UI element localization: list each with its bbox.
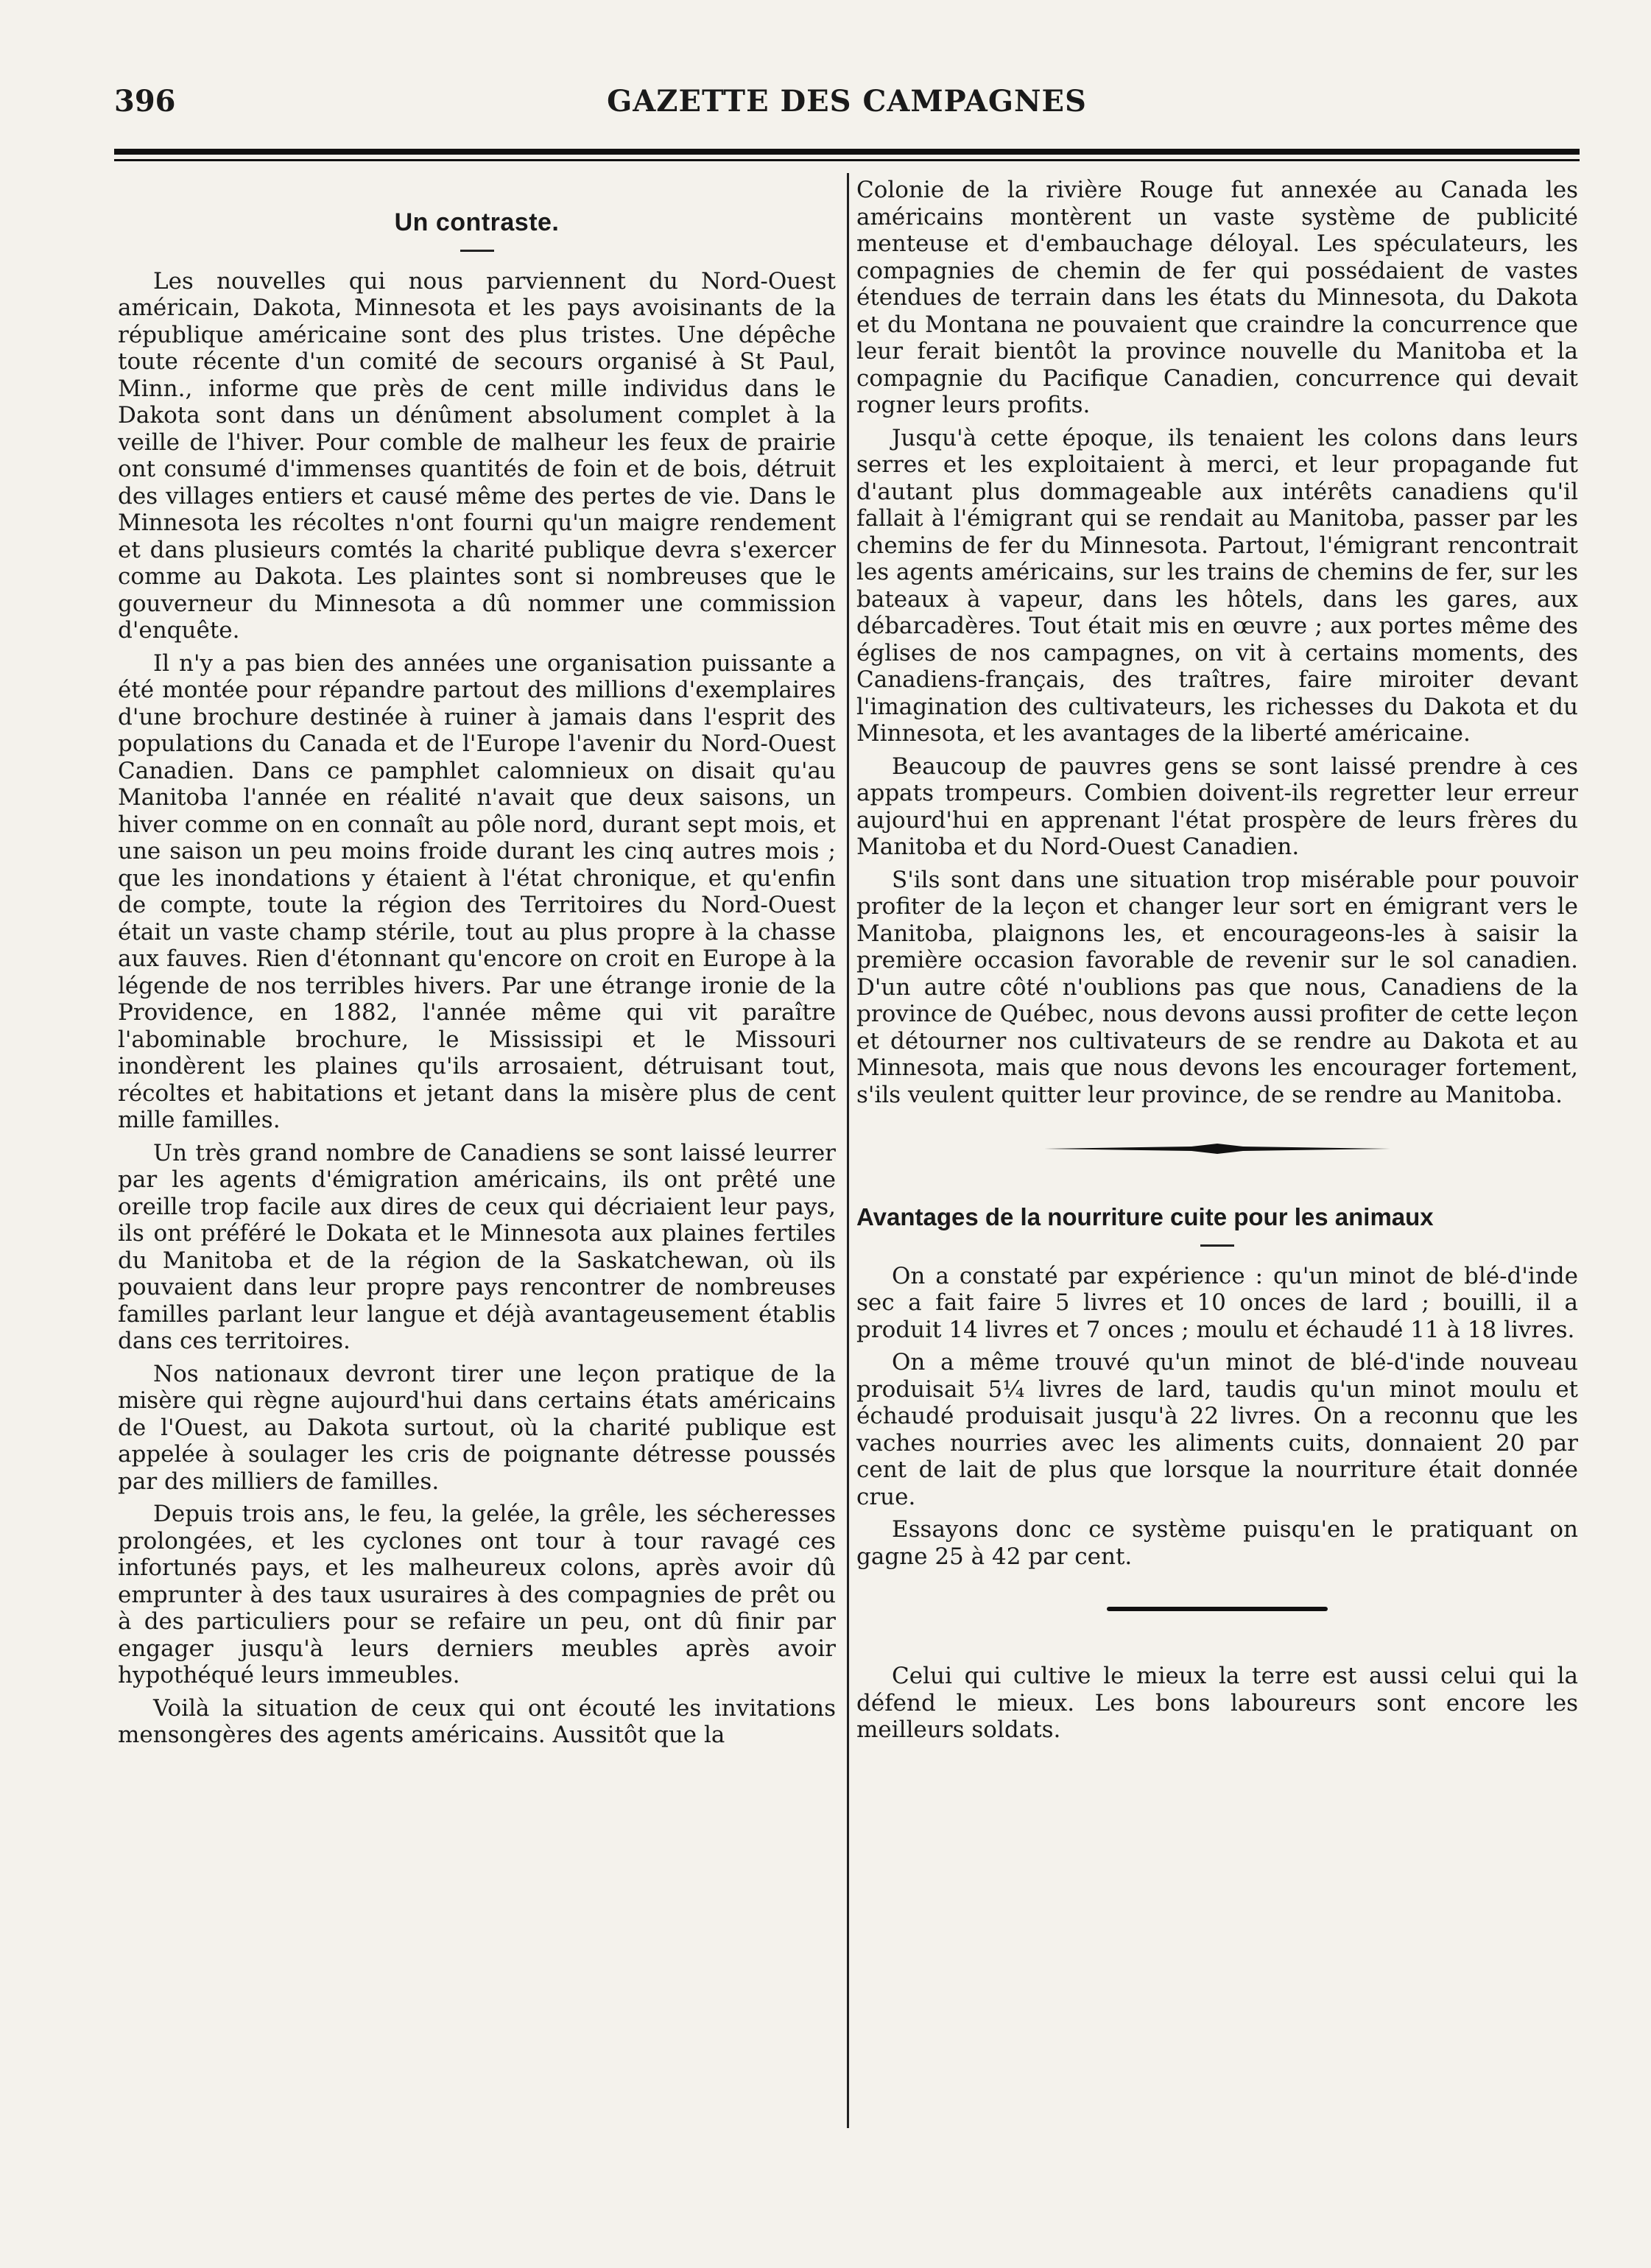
page-number: 396 [114, 84, 176, 119]
header-rule-thick [114, 149, 1580, 155]
section-rule [1107, 1607, 1328, 1611]
paragraph: S'ils sont dans une situation trop misérable pour pouvoir profiter de la leçon et changer leur sort en émigrant vers le Manitoba, plaignons les, et encourageons-les à saisir la première occasion favorable de revenir sur le sol canadien. D'un autre côté n'oublions pas que nous, Canadiens de la province de Québec, nous devons aussi profiter de cette leçon et détourner nos cultivateurs de se rendre au Dakota et au Minnesota, mais que nous devons les encourager fortement, s'ils veulent quitter leur province, de se rendre au Manitoba. [856, 866, 1578, 1108]
paragraph: Beaucoup de pauvres gens se sont laissé prendre à ces appats trompeurs. Combien doivent-ils regretter leur erreur aujourd'hui en apprenant l'état prospère de leurs frères du Manitoba et du Nord-Ouest Canadien. [856, 753, 1578, 860]
paragraph: Jusqu'à cette époque, ils tenaient les colons dans leurs serres et les exploitaient à merci, et leur propagande fut d'autant plus dommageable aux intérêts canadiens qu'il fallait à l'émigrant qui se rendait au Manitoba, passer par les chemins de fer du Minnesota. Partout, l'émigrant rencontrait les agents américains, sur les trains de chemins de fer, sur les bateaux à vapeur, dans les hôtels, dans les gares, aux débarcadères. Tout était mis en œuvre ; aux portes même des églises de nos campagnes, on vit à certains moments, des Canadiens-français, des traîtres, faire miroiter devant l'imagination des cultivateurs, les richesses du Dakota et du Minnesota, et les avantages de la liberté américaine. [856, 424, 1578, 747]
section-ornament [856, 1138, 1578, 1160]
running-title: GAZETTE DES CAMPAGNES [607, 84, 1087, 119]
paragraph: Colonie de la rivière Rouge fut annexée au Canada les américains montèrent un vaste système de publicité menteuse et d'embauchage déloyal. Les spéculateurs, les compagnies de chemin de fer qui possédaient de vastes étendues de terrain dans les états du Minnesota, du Dakota et du Montana ne pouvaient que craindre la concurrence que leur ferait bientôt la province nouvelle du Manitoba et la compagnie du Pacifique Canadien, concurrence qui devait rogner leurs profits. [856, 177, 1578, 418]
left-column [118, 177, 836, 1755]
paragraph: Nos nationaux devront tirer une leçon pratique de la misère qui règne aujourd'hui dans certains états américains de l'Ouest, au Dakota surtout, où la charité publique est appelée à soulager les cris de poignante détresse poussés par des milliers de familles. [118, 1360, 836, 1495]
paragraph: Les nouvelles qui nous parviennent du Nord-Ouest américain, Dakota, Minnesota et les pays avoisinants de la république américaine sont des plus tristes. Une dépêche toute récente d'un comité de secours organisé à St Paul, Minn., informe que près de cent mille individus dans le Dakota sont dans un dénûment absolument complet à la veille de l'hiver. Pour comble de malheur les feux de prairie ont consumé d'immenses quantités de foin et de bois, détruit des villages entiers et causé même des pertes de vie. Dans le Minnesota les récoltes n'ont fourni qu'un maigre rendement et dans plusieurs comtés la charité publique devra s'exercer comme au Dakota. Les plaintes sont si nombreuses que le gouverneur du Minnesota a dû nommer une commission d'enquête. [118, 267, 836, 644]
paragraph: On a même trouvé qu'un minot de blé-d'inde nouveau produisait 5¼ livres de lard, taudis qu'un minot moulu et échaudé produisait jusqu'à 22 livres. On a reconnu que les vaches nourries avec les aliments cuits, donnaient 20 par cent de lait de plus que lorsque la nourriture était donnée crue. [856, 1349, 1578, 1510]
title-dash [1200, 1244, 1234, 1247]
right-column [856, 177, 1578, 1750]
article-title: Avantages de la nourriture cuite pour les animaux [856, 1203, 1434, 1230]
page-header [114, 81, 1580, 125]
column-divider [847, 173, 849, 2128]
paragraph: Celui qui cultive le mieux la terre est aussi celui qui la défend le mieux. Les bons laboureurs sont encore les meilleurs soldats. [856, 1663, 1578, 1743]
paragraph: Un très grand nombre de Canadiens se sont laissé leurrer par les agents d'émigration américains, ils ont prêté une oreille trop facile aux dires de ceux qui décriaient leur pays, ils ont préféré le Dokata et le Minnesota aux plaines fertiles du Manitoba et de la région de la Saskatchewan, où ils pouvaient dans leur propre pays rencontrer de nombreuses familles parlant leur langue et déjà avantageusement établis dans ces territoires. [118, 1139, 836, 1354]
paragraph: Essayons donc ce système puisqu'en le pratiquant on gagne 25 à 42 par cent. [856, 1516, 1578, 1570]
article-title: Un contraste. [394, 208, 560, 236]
header-rule-thin [114, 159, 1580, 161]
ornament-rule-icon [1044, 1138, 1390, 1160]
paragraph: Depuis trois ans, le feu, la gelée, la grêle, les sécheresses prolongées, et les cyclones ont tour à tour ravagé ces infortunés pays, et les malheureux colons, après avoir dû emprunter à des taux usuraires à des compagnies de prêt ou à des particuliers pour se refaire un peu, ont dû finir par engager jusqu'à leurs derniers meubles après avoir hypothéqué leurs immeubles. [118, 1501, 836, 1688]
paragraph: Voilà la situation de ceux qui ont écouté les invitations mensongères des agents américains. Aussitôt que la [118, 1694, 836, 1748]
paragraph: On a constaté par expérience : qu'un minot de blé-d'inde sec a fait faire 5 livres et 10 onces de lard ; bouilli, il a produit 14 livres et 7 onces ; moulu et échaudé 11 à 18 livres. [856, 1262, 1578, 1343]
title-dash [460, 250, 494, 252]
paragraph: Il n'y a pas bien des années une organisation puissante a été montée pour répandre partout des millions d'exemplaires d'une brochure destinée à ruiner à jamais dans l'esprit des populations du Canada et de l'Europe l'avenir du Nord-Ouest Canadien. Dans ce pamphlet calomnieux on disait qu'au Manitoba l'année en réalité n'avait que deux saisons, un hiver comme on en connaît au pôle nord, durant sept mois, et une saison un peu moins froide durant les cinq autres mois ; que les inondations y étaient à l'état chronique, et qu'enfin de compte, toute la région des Territoires du Nord-Ouest était un vaste champ stérile, tout au plus propre à la chasse aux fauves. Rien d'étonnant qu'encore on croit en Europe à la légende de nos terribles hivers. Par une étrange ironie de la Providence, en 1882, l'année même qui vit paraître l'abominable brochure, le Mississipi et le Missouri inondèrent les plaines qu'ils arrosaient, détruisant tout, récoltes et habitations et jetant dans la misère plus de cent mille familles. [118, 649, 836, 1133]
